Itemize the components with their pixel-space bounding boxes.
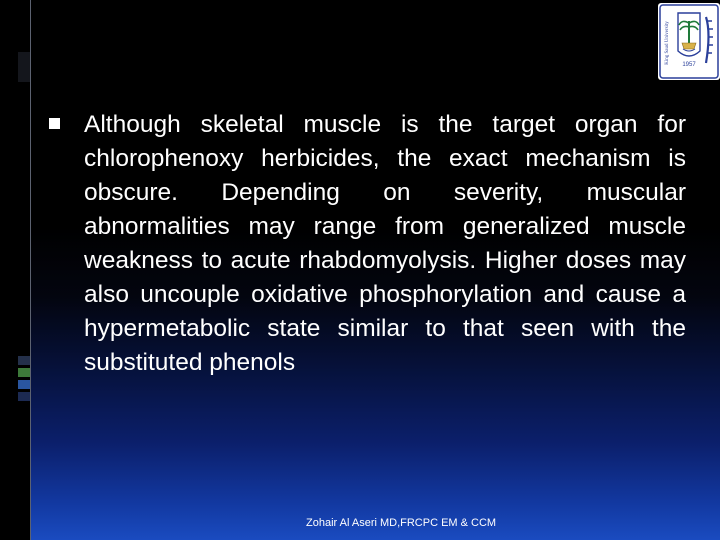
slide-footer: Zohair Al Aseri MD,FRCPC EM & CCM [306,517,497,529]
vertical-divider [30,0,31,540]
square-bullet-icon [49,118,60,129]
logo-year-text: 1957 [682,62,696,68]
accent-square-3 [18,380,30,389]
accent-square-1 [18,356,30,365]
university-emblem-icon [658,3,720,80]
top-accent-block [18,52,30,82]
logo-side-text: King Saud University [665,21,670,65]
slide-body-text: Although skeletal muscle is the target organ for chlorophenoxy herbicides, the exact mechanism is obscure. Depending on severity, muscular abnormalities may range from generalized muscle weakness to acute rhabdomyolysis. Higher doses may also uncouple oxidative phosphorylation and cause a hypermetabolic state similar to that seen with the substituted phenols [84,111,686,376]
accent-square-4 [18,392,30,401]
accent-square-2 [18,368,30,377]
